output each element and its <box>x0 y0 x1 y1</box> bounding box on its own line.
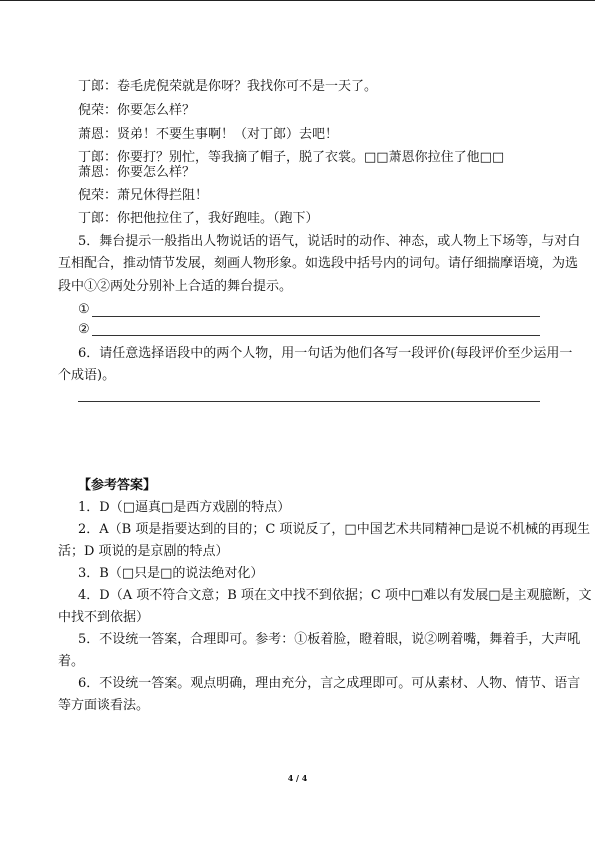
answer-line: 4．D（A 项不符合文意；B 项在文中找不到依据；C 项中□难以有发展□是主观臆断，文 <box>78 588 592 603</box>
question-5-line: 5．舞台提示一般指出人物说话的语气，说话时的动作、神态，或人物上下场等，与对白 <box>78 234 581 249</box>
dialogue-line: 萧恩：贤弟！不要生事啊！（对丁郎）去吧！ <box>78 127 339 142</box>
answer-line: 6．不设统一答案。观点明确，理由充分，言之成理即可。可从素材、人物、情节、语言 <box>78 676 581 691</box>
dialogue-line: 丁郎：卷毛虎倪荣就是你呀？我找你可不是一天了。 <box>78 79 378 94</box>
answers-heading: 【参考答案】 <box>78 478 157 493</box>
answer-line: 1．D（□逼真□是西方戏剧的特点） <box>78 500 291 515</box>
question-6-line: 6．请任意选择语段中的两个人物，用一句话为他们各写一段评价(每段评价至少运用一 <box>78 346 573 361</box>
blank-1-marker: ① <box>78 302 90 317</box>
question-5-line: 互相配合，推动情节发展，刻画人物形象。如选段中括号内的词句。请仔细揣摩语境，为选 <box>58 256 579 271</box>
page-number: 4 / 4 <box>287 773 308 783</box>
answer-line: 着。 <box>58 654 85 669</box>
answer-line: 5．不设统一答案，合理即可。参考：①板着脸，瞪着眼，说②咧着嘴，舞着手，大声吼 <box>78 632 581 647</box>
answer-blank-2 <box>92 335 540 336</box>
answer-line: 3．B（□只是□的说法绝对化） <box>78 566 264 581</box>
answer-line: 活；D 项说的是京剧的特点） <box>58 544 229 559</box>
answer-line: 等方面谈看法。 <box>58 698 150 713</box>
answer-line: 中找不到依据） <box>58 610 150 625</box>
dialogue-line: 丁郎：你把他拉住了，我好跑哇。（跑下） <box>78 211 319 226</box>
answer-blank-1 <box>92 316 540 317</box>
dialogue-line: 倪荣：你要怎么样？ <box>78 103 196 118</box>
answer-blank-3 <box>78 401 540 402</box>
dialogue-line: 倪荣：萧兄休得拦阻！ <box>78 188 209 203</box>
dialogue-line: 丁郎：你要打？别忙，等我摘了帽子，脱了衣裳。□□萧恩你拉住了他□□ <box>78 150 505 165</box>
header-rule <box>0 0 595 1</box>
question-6-line: 个成语)。 <box>58 368 116 383</box>
question-5-line: 段中①②两处分别补上合适的舞台提示。 <box>58 279 293 294</box>
blank-2-marker: ② <box>78 322 90 337</box>
dialogue-line: 萧恩：你要怎么样？ <box>78 165 196 180</box>
answer-line: 2．A（B 项是指要达到的目的；C 项说反了，□中国艺术共同精神□是说不机械的再现生 <box>78 522 590 537</box>
